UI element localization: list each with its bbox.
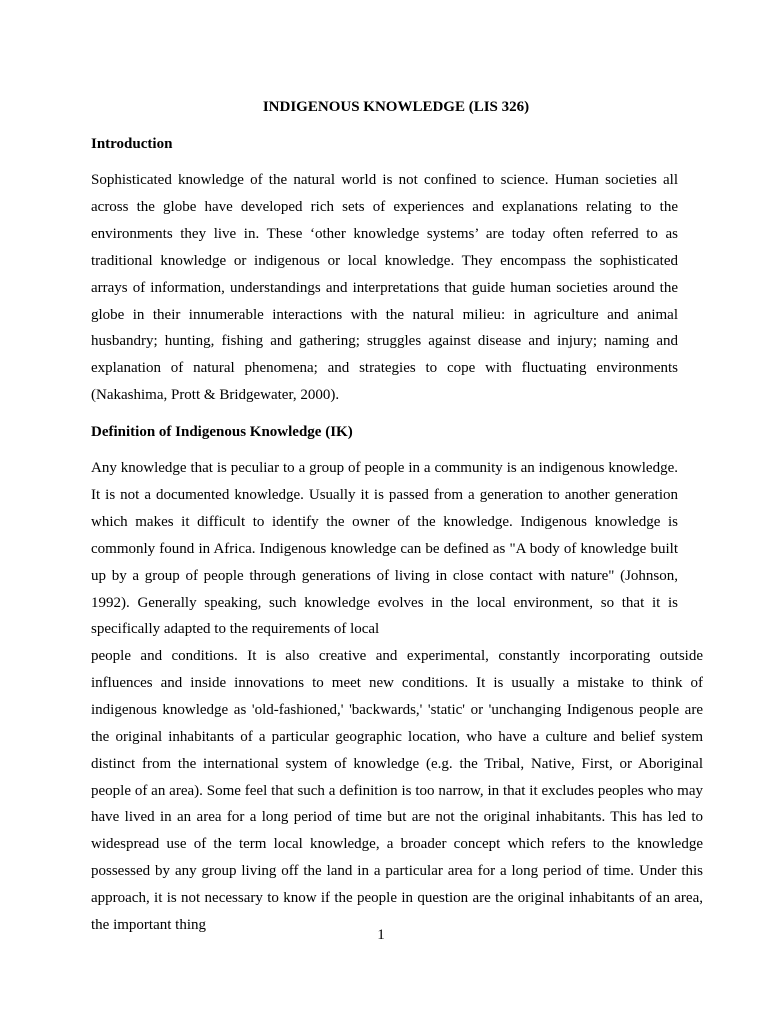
- section-heading-introduction: Introduction: [91, 136, 173, 152]
- section-heading-definition: Definition of Indigenous Knowledge (IK): [91, 424, 353, 440]
- page-number: 1: [377, 927, 385, 943]
- paragraph-introduction: Sophisticated knowledge of the natural world is not confined to science. Human societies all across the globe have developed rich sets of experiences and explanations relating to the environments they live in. These ‘other knowledge systems’ are today often referred to as traditional knowledge or indigenous or local knowledge. They encompass the sophisticated arrays of information, understandings and interpretations that guide human societies around the globe in their innumerable interactions with the natural milieu: in agriculture and animal husbandry; hunting, fishing and gathering; struggles against disease and injury; naming and explanation of natural phenomena; and strategies to cope with fluctuating environments (Nakashima, Prott & Bridgewater, 2000).: [91, 172, 678, 404]
- paragraph-definition-2: people and conditions. It is also creative and experimental, constantly incorporating outside influences and inside innovations to meet new conditions. It is usually a mistake to think of indigenous knowledge as 'old-fashioned,' 'backwards,' 'static' or 'unchanging Indigenous people are the original inhabitants of a particular geographic location, who have a culture and belief system distinct from the international system of knowledge (e.g. the Tribal, Native, First, or Aboriginal people of an area). Some feel that such a definition is too narrow, in that it excludes peoples who may have lived in an area for a long period of time but are not the original inhabitants. This has led to widespread use of the term local knowledge, a broader concept which refers to the knowledge possessed by any group living off the land in a particular area for a long period of time. Under this approach, it is not necessary to know if the people in question are the original inhabitants of an area, the important thing: [91, 648, 703, 934]
- document-title: INDIGENOUS KNOWLEDGE (LIS 326): [262, 99, 530, 115]
- paragraph-definition-1: Any knowledge that is peculiar to a group of people in a community is an indigenous knowledge. It is not a documented knowledge. Usually it is passed from a generation to another generation which makes it difficult to identify the owner of the knowledge. Indigenous knowledge is commonly found in Africa. Indigenous knowledge can be defined as "A body of knowledge built up by a group of people through generations of living in close contact with nature" (Johnson, 1992). Generally speaking, such knowledge evolves in the local environment, so that it is specifically adapted to the requirements of local: [91, 460, 678, 638]
